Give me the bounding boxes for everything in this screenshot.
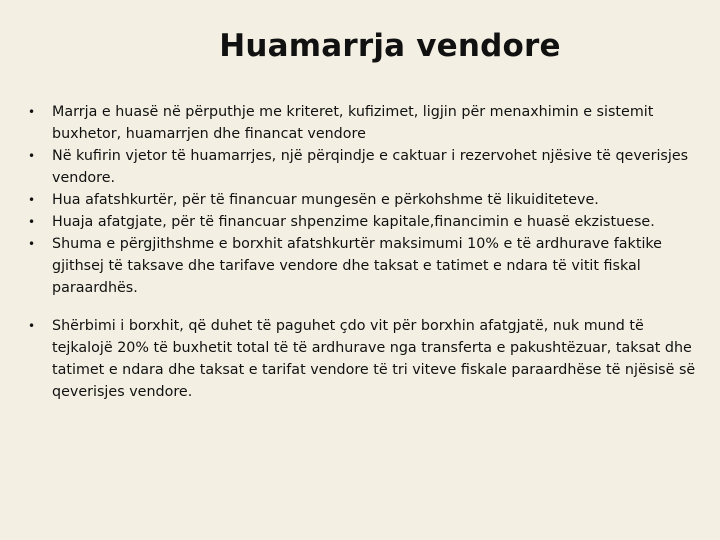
bullet-list [28, 101, 706, 403]
bullet-dot-icon: • [28, 319, 36, 333]
bullet-dot-icon: • [28, 193, 36, 207]
bullet-text: Marrja e huasë në përputhje me kriteret, kufizimet, ligjin për menaxhimin e sistemit buxhetor, huamarrjen dhe financat vendore [52, 104, 654, 142]
bullet-dot-icon: • [28, 237, 36, 251]
bullet-dot-icon: • [28, 149, 36, 163]
bullet-dot-icon: • [28, 215, 36, 229]
bullet-item [28, 145, 706, 189]
bullet-item [28, 315, 706, 403]
bullet-text: Huaja afatgjate, për të financuar shpenzime kapitale,financimin e huasë ekzistuese. [52, 214, 655, 230]
bullet-text: Shuma e përgjithshme e borxhit afatshkurtër maksimumi 10% e të ardhurave faktike gjithsej të taksave dhe tarifave vendore dhe taksat e tatimet e ndara të vitit fiskal paraardhës. [52, 236, 662, 296]
bullet-item [28, 189, 706, 211]
bullet-item [28, 233, 706, 299]
bullet-text: Shërbimi i borxhit, që duhet të paguhet çdo vit për borxhin afatgjatë, nuk mund të tejkalojë 20% të buxhetit total të të ardhurave nga transferta e pakushtëzuar, taksat dhe tatimet e ndara dhe taksat e tarifat vendore të tri viteve fiskale paraardhëse të njësisë së qeverisjes vendore. [52, 318, 696, 400]
slide-title: Huamarrja vendore [219, 28, 561, 64]
bullet-text: Hua afatshkurtër, për të financuar mungesën e përkohshme të likuiditeteve. [52, 192, 599, 208]
bullet-item [28, 211, 706, 233]
bullet-text: Në kufirin vjetor të huamarrjes, një përqindje e caktuar i rezervohet njësive të qeverisjes vendore. [52, 148, 689, 186]
bullet-item [28, 101, 706, 145]
bullet-dot-icon: • [28, 105, 36, 119]
